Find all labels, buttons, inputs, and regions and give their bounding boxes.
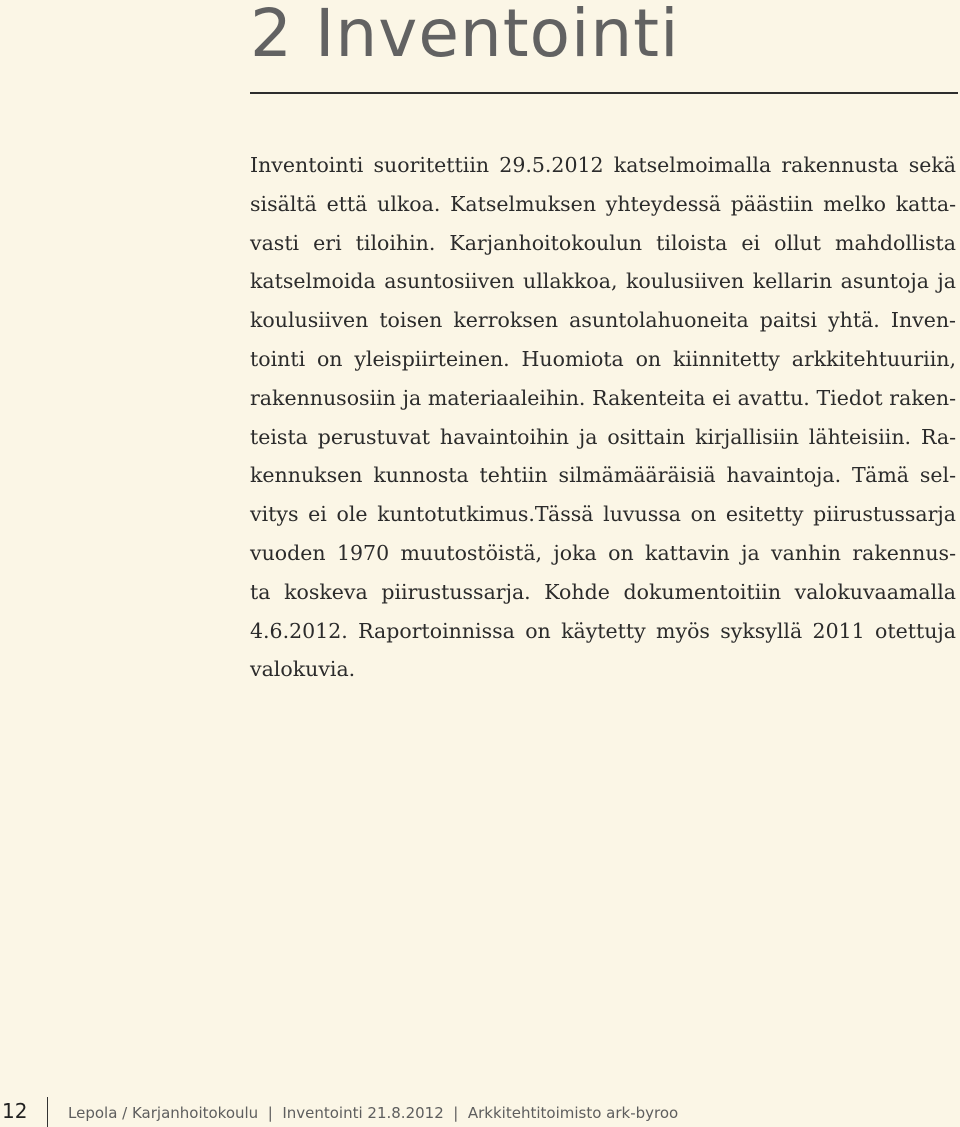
paragraph-line: tointi on yleispiirteinen. Huomiota on kiinnitetty arkkitehtuuriin, (250, 346, 956, 371)
paragraph-line: rakennusosiin ja materiaaleihin. Rakenteita ei avattu. Tiedot raken- (250, 385, 956, 410)
paragraph-line: teista perustuvat havaintoihin ja osittain kirjallisiin lähteisiin. Ra- (250, 424, 956, 449)
page-number: 12 (2, 1099, 28, 1123)
page-footer (0, 1097, 960, 1127)
paragraph-line: vuoden 1970 muutostöistä, joka on kattavin ja vanhin rakennus- (250, 540, 956, 565)
paragraph-line: koulusiiven toisen kerroksen asuntolahuoneita paitsi yhtä. Inven- (250, 308, 956, 333)
paragraph-line: vasti eri tiloihin. Karjanhoitokoulun tiloista ei ollut mahdollista (250, 230, 956, 255)
page-title: 2 Inventointi (250, 0, 680, 72)
footer-divider (47, 1097, 48, 1127)
footer-text: Lepola / Karjanhoitokoulu | Inventointi 21.8.2012 | Arkkitehtitoimisto ark-byroo (68, 1104, 679, 1122)
paragraph-line: vitys ei ole kuntotutkimus.Tässä luvussa on esitetty piirustussarja (250, 502, 956, 527)
paragraph-line: sisältä että ulkoa. Katselmuksen yhteydessä päästiin melko katta- (250, 191, 956, 216)
paragraph-line: Inventointi suoritettiin 29.5.2012 katselmoimalla rakennusta sekä (250, 153, 956, 177)
paragraph-line: kennuksen kunnosta tehtiin silmämääräisiä havaintoja. Tämä sel- (250, 463, 956, 488)
paragraph-line: ta koskeva piirustussarja. Kohde dokumentoitiin valokuvaamalla (250, 579, 956, 604)
paragraph-line: 4.6.2012. Raportoinnissa on käytetty myös syksyllä 2011 otettuja (250, 618, 956, 643)
title-divider (250, 92, 958, 94)
paragraph-line: valokuvia. (250, 657, 356, 682)
paragraph-line: katselmoida asuntosiiven ullakkoa, koulusiiven kellarin asuntoja ja (250, 269, 956, 294)
body-paragraph (250, 146, 956, 689)
